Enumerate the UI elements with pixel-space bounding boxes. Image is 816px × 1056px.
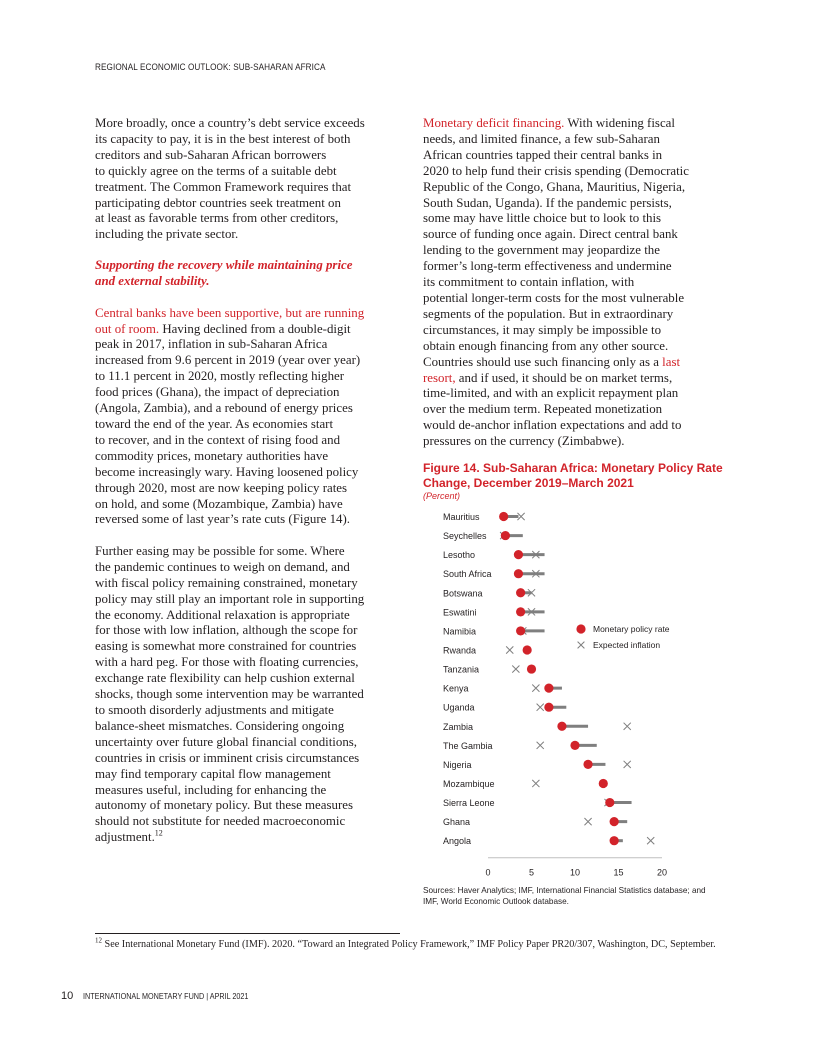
- category-label: South Africa: [443, 569, 492, 580]
- right-column: [423, 116, 719, 450]
- category-label: Seychelles: [443, 531, 487, 542]
- text-line: balance-sheet mismatches. Considering ongoing: [95, 718, 345, 733]
- category-label: Rwanda: [443, 645, 477, 656]
- text-line: the economy. Additional relaxation is appropriate: [95, 607, 350, 622]
- expected-inflation-marker: [624, 761, 631, 768]
- footer-date: APRIL 2021: [210, 991, 249, 1001]
- text-line: source of funding once again. Direct central bank: [423, 227, 678, 242]
- policy-rate-dot: [605, 798, 614, 807]
- text-line: may find temporary capital flow management: [95, 766, 331, 781]
- left-column: [95, 116, 397, 846]
- category-label: Zambia: [443, 721, 474, 732]
- expected-inflation-marker: [647, 837, 654, 844]
- text-line: would de-anchor inflation expectations and add to: [423, 418, 682, 433]
- expected-inflation-marker: [537, 704, 544, 711]
- text-line: exchange rate flexibility can help cushion external: [95, 671, 355, 686]
- category-label: Lesotho: [443, 550, 476, 561]
- expected-inflation-marker: [532, 685, 539, 692]
- text-line: [95, 830, 397, 846]
- paragraph-further-easing: [95, 544, 397, 846]
- text-line: with fiscal policy remaining constrained, monetary: [95, 575, 358, 590]
- text-line: Republic of the Congo, Ghana, Mauritius, Nigeria,: [423, 179, 686, 194]
- figure-title: Figure 14. Sub-Saharan Africa: Monetary Policy Rate Change, December 2019–March 2021: [423, 461, 723, 490]
- text-line: shocks, though some intervention may be warranted: [95, 687, 364, 702]
- text-line: for those with low inflation, although the scope for: [95, 623, 358, 638]
- text-line: its commitment to contain inflation, with: [423, 275, 635, 290]
- text-line: lending to the government may jeopardize the: [423, 243, 660, 258]
- text-line: toward the end of the year. As economies start: [95, 417, 334, 431]
- text-line: easing is somewhat more constrained for countries: [95, 639, 357, 654]
- category-label: Nigeria: [443, 759, 472, 770]
- text-line: become increasingly wary. Having loosened policy: [95, 464, 359, 479]
- text-line: autonomy of monetary policy. But these measures: [95, 798, 353, 813]
- legend-rate-dot: [576, 624, 585, 633]
- text-line: needs, and limited finance, a few sub-Saharan: [423, 131, 660, 146]
- text-line: segments of the population. But in extraordinary: [423, 306, 674, 321]
- policy-rate-dot: [501, 531, 510, 540]
- category-label: Mauritius: [443, 512, 480, 522]
- text-line: uncertainty over future global financial conditions,: [95, 734, 358, 749]
- footer-org: [83, 991, 248, 1001]
- paragraph-monetary-financing: [423, 116, 719, 450]
- lead-red: Monetary deficit financing.: [423, 116, 565, 130]
- footnote-mark: 12: [95, 936, 102, 945]
- text-line: Further easing may be possible for some. Where: [95, 543, 345, 558]
- expected-inflation-marker: [624, 723, 631, 730]
- lead-red: Central banks have been supportive, but are running: [95, 305, 365, 320]
- category-label: Kenya: [443, 683, 469, 694]
- text-line: to 11.1 percent in 2020, mostly reflecting higher: [95, 369, 345, 384]
- red-text: last: [662, 354, 681, 369]
- x-tick-label: 15: [613, 867, 624, 878]
- x-tick-label: 0: [485, 867, 491, 878]
- text-line: measures useful, including for enhancing the: [95, 782, 327, 797]
- text-line: participating debtor countries seek treatment on: [95, 195, 341, 210]
- text-span: adjustment.: [95, 830, 155, 845]
- text-line: reversed some of last year’s rate cuts (Figure 14).: [95, 512, 350, 527]
- text-line: obtain enough financing from any other source.: [423, 338, 669, 353]
- policy-rate-dot: [516, 588, 525, 597]
- text-line: through 2020, most are now keeping policy rates: [95, 480, 348, 495]
- policy-rate-dot: [544, 684, 553, 693]
- category-label: Botswana: [443, 588, 483, 599]
- text-line: peak in 2017, inflation in sub-Saharan Africa: [95, 337, 328, 352]
- text-line: including the private sector.: [95, 227, 239, 242]
- text-line: [423, 371, 719, 387]
- text-line: to smooth disorderly adjustments and mitigate: [95, 703, 334, 717]
- policy-rate-dot: [610, 836, 619, 845]
- running-header: REGIONAL ECONOMIC OUTLOOK: SUB-SAHARAN AFRICA: [95, 62, 326, 73]
- text-line: some may have little choice but to look to this: [423, 211, 662, 226]
- policy-rate-dot: [599, 779, 608, 788]
- page-footer: [61, 990, 278, 1002]
- text-span: and if used, it should be on market terms,: [455, 370, 673, 385]
- expected-inflation-marker: [584, 818, 591, 825]
- figure-source: Sources: Haver Analytics; IMF, International Financial Statistics database; and IMF, World Economic Outlook database.: [423, 886, 706, 906]
- page-number: 10: [61, 990, 74, 1002]
- legend-inflation-label: Expected inflation: [593, 640, 661, 650]
- text-line: the pandemic continues to weigh on demand, and: [95, 559, 350, 574]
- policy-rate-dot: [583, 760, 592, 769]
- text-line: countries in crisis or imminent crisis circumstances: [95, 750, 360, 765]
- paragraph-debt-service: [95, 116, 397, 243]
- text-line: 2020 to help fund their crisis spending (Democratic: [423, 163, 689, 178]
- text-line: treatment. The Common Framework requires that: [95, 179, 352, 194]
- legend-rate-label: Monetary policy rate: [593, 624, 670, 634]
- text-line: former’s long-term effectiveness and undermine: [423, 259, 672, 274]
- text-line: should not substitute for needed macroeconomic: [95, 814, 346, 829]
- category-label: The Gambia: [443, 740, 493, 751]
- policy-rate-dot: [516, 626, 525, 635]
- category-label: Angola: [443, 836, 472, 847]
- figure-subtitle: (Percent): [423, 491, 461, 501]
- policy-rate-dot: [557, 722, 566, 731]
- text-line: with a hard peg. For those with floating currencies,: [95, 655, 359, 670]
- category-label: Sierra Leone: [443, 798, 495, 809]
- text-line: Supporting the recovery while maintaining price: [95, 258, 353, 273]
- text-line: on hold, and some (Mozambique, Zambia) have: [95, 496, 343, 511]
- text-line: (Angola, Zambia), and a rebound of energy prices: [95, 401, 353, 416]
- expected-inflation-marker: [512, 665, 519, 672]
- policy-rate-dot: [523, 645, 532, 654]
- text-line: [423, 355, 719, 371]
- text-span: With widening fiscal: [564, 116, 675, 130]
- policy-rate-dot: [570, 741, 579, 750]
- dot-plot-chart: [423, 505, 723, 883]
- text-line: pressures on the currency (Zimbabwe).: [423, 434, 625, 449]
- text-line: More broadly, once a country’s debt service exceeds: [95, 116, 365, 130]
- category-label: Ghana: [443, 817, 471, 828]
- text-line: its capacity to pay, it is in the best interest of both: [95, 131, 351, 146]
- category-label: Uganda: [443, 702, 475, 713]
- x-tick-label: 20: [656, 867, 668, 878]
- text-line: creditors and sub-Saharan African borrowers: [95, 147, 327, 162]
- text-span: Having declined from a double-digit: [159, 321, 351, 336]
- footer-org-name: INTERNATIONAL MONETARY FUND: [83, 991, 205, 1001]
- text-line: circumstances, it may simply be impossible to: [423, 322, 662, 337]
- x-tick-label: 10: [569, 867, 581, 878]
- text-line: to quickly agree on the terms of a suitable debt: [95, 163, 337, 178]
- footer-sep: |: [206, 991, 209, 1001]
- text-line: over the medium term. Repeated monetization: [423, 402, 663, 417]
- policy-rate-dot: [544, 703, 553, 712]
- category-label: Namibia: [443, 626, 477, 637]
- text-line: time-limited, and with an explicit repayment plan: [423, 386, 679, 401]
- category-label: Mozambique: [443, 778, 495, 789]
- text-line: increased from 9.6 percent in 2019 (year over year): [95, 353, 361, 368]
- expected-inflation-marker: [532, 780, 539, 787]
- expected-inflation-marker: [517, 513, 524, 520]
- lead-red: out of room.: [95, 321, 160, 336]
- text-line: and external stability.: [95, 274, 210, 289]
- text-line: South Sudan, Uganda). If the pandemic persists,: [423, 195, 672, 210]
- red-text: resort,: [423, 370, 456, 385]
- policy-rate-dot: [527, 664, 536, 673]
- text-span: Countries should use such financing only as a: [423, 354, 663, 369]
- text-line: food prices (Ghana), the impact of depreciation: [95, 385, 340, 400]
- footnote: [95, 938, 735, 952]
- footnote-rule: [95, 933, 400, 934]
- paragraph-central-banks: [95, 306, 397, 529]
- expected-inflation-marker: [537, 742, 544, 749]
- category-label: Eswatini: [443, 607, 477, 618]
- text-line: commodity prices, monetary authorities have: [95, 448, 329, 463]
- footnote-ref: 12: [154, 828, 163, 838]
- policy-rate-dot: [610, 817, 619, 826]
- text-line: potential longer-term costs for the most vulnerable: [423, 290, 685, 305]
- text-line: at least as favorable terms from other creditors,: [95, 211, 339, 226]
- policy-rate-dot: [514, 569, 523, 578]
- section-heading: [95, 258, 397, 290]
- x-tick-label: 5: [528, 867, 535, 878]
- text-line: policy may still play an important role in supporting: [95, 591, 365, 606]
- footnote-text: See International Monetary Fund (IMF). 2020. “Toward an Integrated Policy Framework,” IMF Policy Paper PR20/307, Washington, DC, September.: [102, 939, 716, 950]
- policy-rate-dot: [514, 550, 523, 559]
- text-line: African countries tapped their central banks in: [423, 147, 663, 162]
- legend-inflation-marker: [578, 642, 585, 649]
- text-line: to recover, and in the context of rising food and: [95, 432, 341, 447]
- category-label: Tanzania: [443, 664, 480, 675]
- expected-inflation-marker: [506, 646, 513, 653]
- policy-rate-dot: [516, 607, 525, 616]
- policy-rate-dot: [499, 512, 508, 521]
